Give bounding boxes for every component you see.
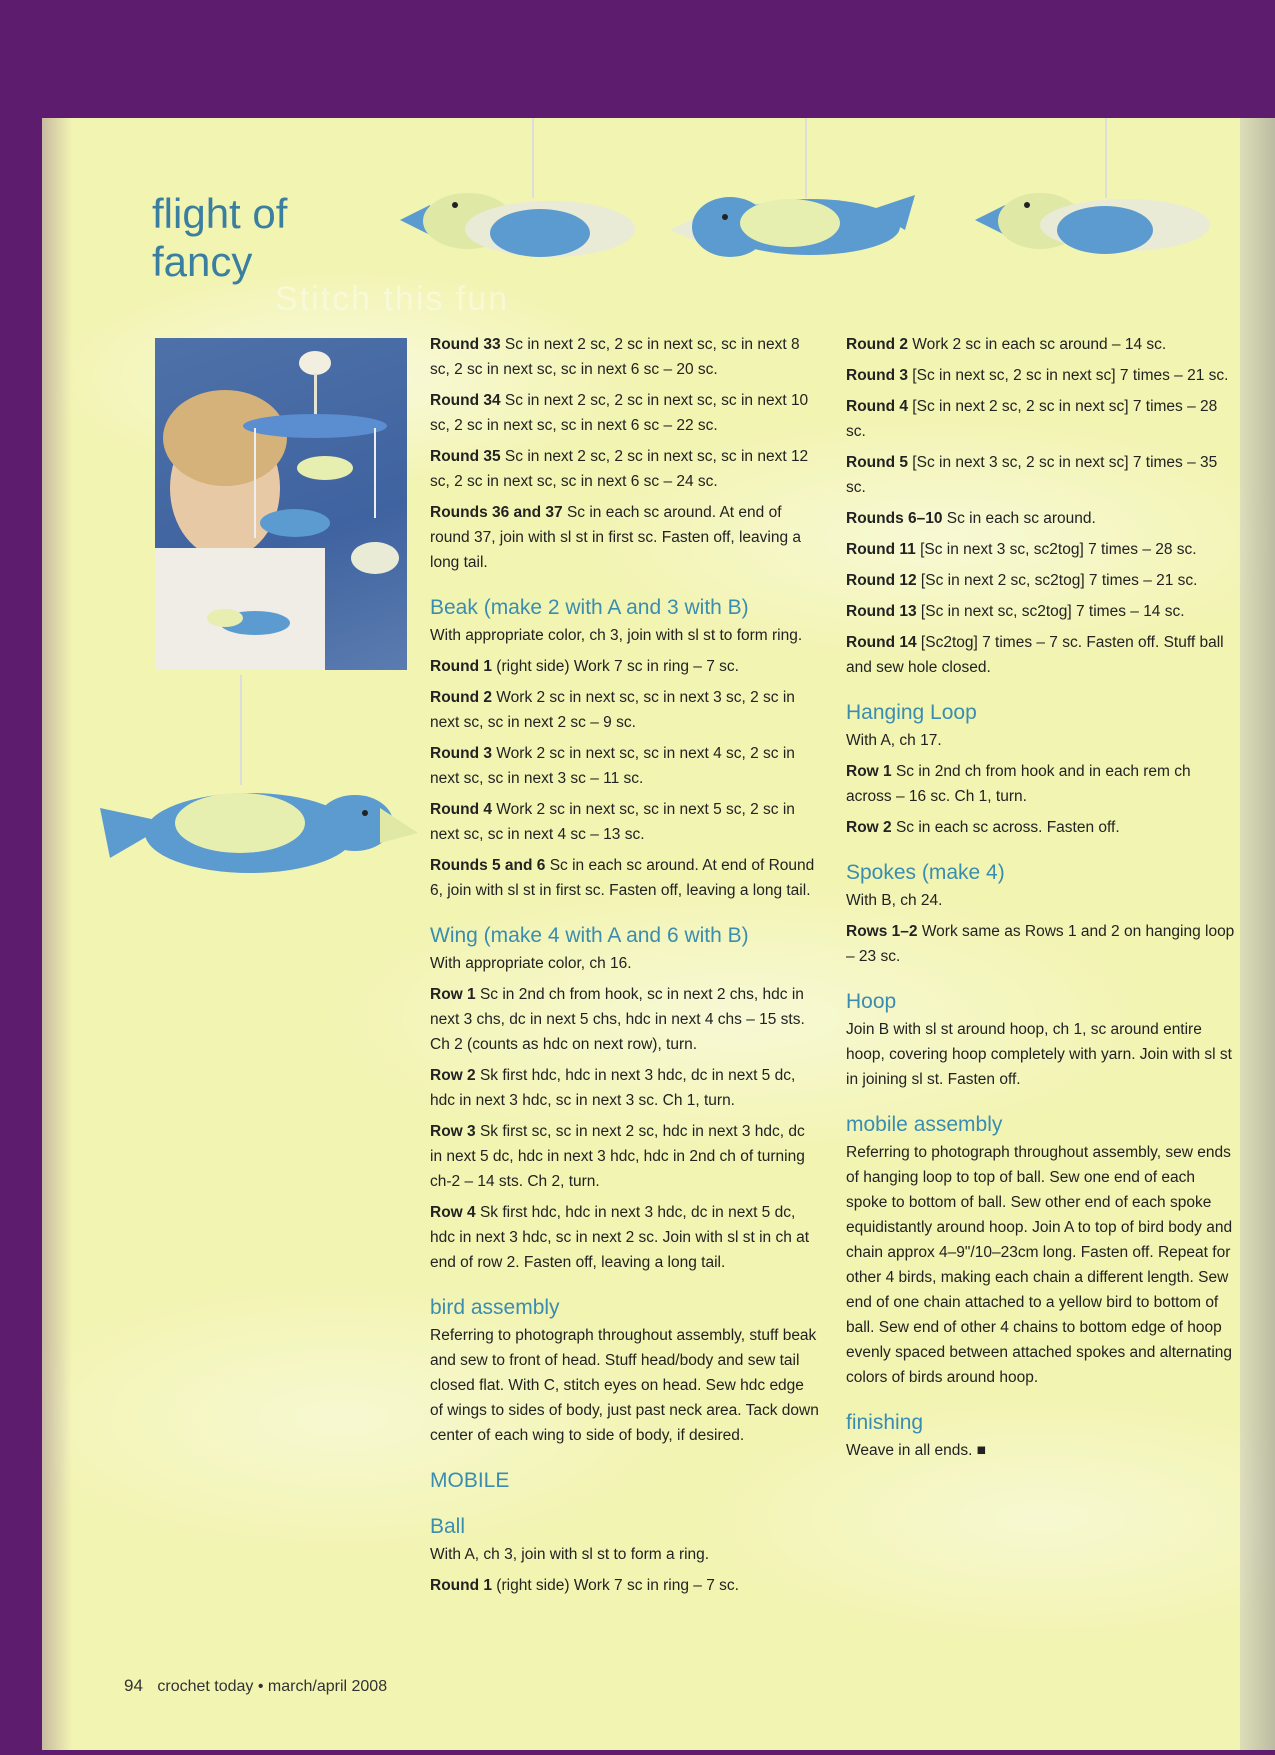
instruction-text: Sc in next 2 sc, 2 sc in next sc, sc in next 12 sc, 2 sc in next sc, sc in next 6 sc – 24 sc. (430, 448, 809, 490)
instruction-label: Row 2 (846, 819, 892, 836)
instruction-label: Round 33 (430, 336, 501, 353)
instruction-label: Row 2 (430, 1067, 476, 1084)
instruction-text: Work 2 sc in next sc, sc in next 5 sc, 2 sc in next sc, sc in next 4 sc – 13 sc. (430, 801, 795, 843)
publication-name: crochet today • march/april 2008 (157, 1678, 388, 1695)
instruction-paragraph (846, 728, 1236, 753)
section-heading: mobile assembly (846, 1113, 1003, 1136)
instruction-paragraph (846, 1438, 1236, 1463)
instruction-label: Round 12 (846, 572, 917, 589)
section-heading: finishing (846, 1411, 924, 1434)
instruction-text: Sk first hdc, hdc in next 3 hdc, dc in next 5 dc, hdc in next 3 hdc, sc in next 2 sc. Join with sl st in ch at end of row 2. Fasten off, leaving a long tail. (430, 1204, 810, 1271)
instruction-paragraph (430, 623, 820, 648)
instruction-text: With A, ch 3, join with sl st to form a ring. (430, 1546, 710, 1563)
page-footer (124, 1676, 387, 1696)
instruction-paragraph (846, 759, 1236, 809)
instruction-paragraph (846, 919, 1236, 969)
watermark-text: Stitch this fun (275, 280, 510, 318)
instruction-label: Round 3 (846, 367, 908, 384)
text-column-left (430, 332, 820, 1604)
instruction-label: Round 4 (846, 398, 908, 415)
section-heading: MOBILE (430, 1469, 510, 1492)
page-edge (1240, 118, 1275, 1750)
instruction-paragraph (846, 630, 1236, 680)
instruction-label: Row 3 (430, 1123, 476, 1140)
instruction-text: Sc in each sc across. Fasten off. (891, 819, 1120, 836)
instruction-paragraph (430, 951, 820, 976)
instruction-label: Round 34 (430, 392, 501, 409)
instruction-text: Sc in each sc around. (942, 510, 1096, 527)
instruction-text: Weave in all ends. ■ (846, 1442, 987, 1459)
instruction-text: With appropriate color, ch 3, join with sl st to form ring. (430, 627, 803, 644)
instruction-text: (right side) Work 7 sc in ring – 7 sc. (492, 658, 739, 675)
instruction-paragraph (430, 388, 820, 438)
instruction-text: [Sc in next 2 sc, 2 sc in next sc] 7 times – 28 sc. (846, 398, 1218, 440)
instruction-paragraph (846, 506, 1236, 531)
instruction-label: Round 4 (430, 801, 492, 818)
instruction-text: Sk first sc, sc in next 2 sc, hdc in next 3 hdc, dc in next 5 dc, hdc in next 3 hdc, hdc in 2nd ch of turning ch-2 – 14 sts. Ch 2, turn. (430, 1123, 805, 1190)
page-number: 94 (124, 1676, 143, 1695)
instruction-paragraph (430, 1323, 820, 1448)
instruction-paragraph (430, 982, 820, 1057)
instruction-paragraph (846, 537, 1236, 562)
instruction-text: Referring to photograph throughout assembly, sew ends of hanging loop to top of ball. Sew one end of each spoke to bottom of ball. Sew other end of each spoke equidistantly around hoop. Join A to top of bird body and chain approx 4–9"/10–23cm long. Fasten off. Repeat for other 4 birds, making each chain a different length. Sew end of one chain attached to a yellow bird to bottom of ball. Sew end of other 4 chains to bottom edge of hoop evenly spaced between attached spokes and alternating colors of birds around hoop. (846, 1144, 1233, 1386)
instruction-text: [Sc in next sc, 2 sc in next sc] 7 times – 21 sc. (908, 367, 1229, 384)
instruction-paragraph (430, 1200, 820, 1275)
instruction-paragraph (846, 1140, 1236, 1390)
instruction-text: Sc in next 2 sc, 2 sc in next sc, sc in next 8 sc, 2 sc in next sc, sc in next 6 sc – 20 sc. (430, 336, 800, 378)
instruction-label: Round 13 (846, 603, 917, 620)
instruction-paragraph (430, 685, 820, 735)
instruction-paragraph (846, 1017, 1236, 1092)
instruction-text: Referring to photograph throughout assembly, stuff beak and sew to front of head. Stuff head/body and sew tail closed flat. With C, stitch eyes on head. Sew hdc edge of wings to sides of body, just past neck area. Tack down center of each wing to side of body, if desired. (430, 1327, 819, 1444)
bird-illustration-large (100, 778, 420, 888)
text-column-right (846, 332, 1236, 1469)
instruction-paragraph (430, 1119, 820, 1194)
instruction-label: Round 35 (430, 448, 501, 465)
instruction-text: Sc in 2nd ch from hook, sc in next 2 chs, hdc in next 3 chs, dc in next 5 chs, hdc in next 4 chs – 15 sts. Ch 2 (counts as hdc on next row), turn. (430, 986, 805, 1053)
section-heading: Hoop (846, 990, 897, 1013)
section-heading: Hanging Loop (846, 701, 977, 724)
instruction-text: [Sc in next 3 sc, 2 sc in next sc] 7 times – 35 sc. (846, 454, 1218, 496)
instruction-paragraph (430, 332, 820, 382)
instruction-paragraph (430, 741, 820, 791)
instruction-paragraph (430, 853, 820, 903)
bird-string (240, 675, 242, 785)
instruction-paragraph (430, 444, 820, 494)
photo-woman-with-mobile (155, 338, 407, 670)
instruction-text: (right side) Work 7 sc in ring – 7 sc. (492, 1577, 739, 1594)
instruction-paragraph (846, 568, 1236, 593)
page-shadow (42, 118, 72, 1750)
instruction-text: Sk first hdc, hdc in next 3 hdc, dc in next 5 dc, hdc in next 3 hdc, sc in next 3 sc. Ch 1, turn. (430, 1067, 796, 1109)
title-line-2: fancy (152, 238, 253, 285)
instruction-paragraph (846, 815, 1236, 840)
instruction-label: Round 3 (430, 745, 492, 762)
instruction-paragraph (430, 500, 820, 575)
instruction-label: Round 1 (430, 658, 492, 675)
instruction-text: [Sc in next 3 sc, sc2tog] 7 times – 28 sc. (915, 541, 1197, 558)
instruction-label: Rounds 36 and 37 (430, 504, 563, 521)
instruction-text: Sc in each sc around. At end of round 37, join with sl st in first sc. Fasten off, leaving a long tail. (430, 504, 802, 571)
instruction-label: Rounds 6–10 (846, 510, 943, 527)
section-heading: Spokes (make 4) (846, 861, 1005, 884)
instruction-paragraph (846, 599, 1236, 624)
instruction-text: Work 2 sc in next sc, sc in next 4 sc, 2 sc in next sc, sc in next 3 sc – 11 sc. (430, 745, 795, 787)
instruction-text: Join B with sl st around hoop, ch 1, sc around entire hoop, covering hoop completely with yarn. Join with sl st in joining sl st. Fasten off. (846, 1021, 1232, 1088)
instruction-paragraph (430, 1542, 820, 1567)
instruction-text: [Sc in next sc, sc2tog] 7 times – 14 sc. (916, 603, 1185, 620)
instruction-label: Rounds 5 and 6 (430, 857, 546, 874)
instruction-paragraph (846, 450, 1236, 500)
photo-illustration (155, 338, 407, 670)
title-line-1: flight of (152, 190, 288, 237)
instruction-text: With A, ch 17. (846, 732, 942, 749)
instruction-text: With appropriate color, ch 16. (430, 955, 632, 972)
bird-illustration-1 (400, 185, 640, 270)
instruction-label: Round 2 (846, 336, 908, 353)
instruction-label: Round 5 (846, 454, 908, 471)
section-heading: bird assembly (430, 1296, 560, 1319)
section-heading: Beak (make 2 with A and 3 with B) (430, 596, 749, 619)
instruction-paragraph (430, 1063, 820, 1113)
instruction-text: Sc in next 2 sc, 2 sc in next sc, sc in next 10 sc, 2 sc in next sc, sc in next 6 sc – 22 sc. (430, 392, 809, 434)
instruction-label: Row 4 (430, 1204, 476, 1221)
section-heading: Wing (make 4 with A and 6 with B) (430, 924, 749, 947)
section-heading: Ball (430, 1515, 466, 1538)
instruction-label: Round 2 (430, 689, 492, 706)
instruction-label: Rows 1–2 (846, 923, 918, 940)
instruction-label: Row 1 (430, 986, 476, 1003)
instruction-label: Row 1 (846, 763, 892, 780)
instruction-text: [Sc2tog] 7 times – 7 sc. Fasten off. Stuff ball and sew hole closed. (846, 634, 1224, 676)
instruction-text: Work same as Rows 1 and 2 on hanging loop – 23 sc. (846, 923, 1235, 965)
instruction-paragraph (846, 394, 1236, 444)
instruction-text: Sc in 2nd ch from hook and in each rem ch across – 16 sc. Ch 1, turn. (846, 763, 1191, 805)
instruction-text: Sc in each sc around. At end of Round 6, join with sl st in first sc. Fasten off, leaving a long tail. (430, 857, 815, 899)
instruction-label: Round 11 (846, 541, 916, 558)
instruction-paragraph (846, 363, 1236, 388)
instruction-text: Work 2 sc in next sc, sc in next 3 sc, 2 sc in next sc, sc in next 2 sc – 9 sc. (430, 689, 795, 731)
instruction-paragraph (846, 332, 1236, 357)
instruction-paragraph (430, 1573, 820, 1598)
instruction-text: Work 2 sc in each sc around – 14 sc. (908, 336, 1167, 353)
instruction-paragraph (430, 654, 820, 679)
instruction-text: [Sc in next 2 sc, sc2tog] 7 times – 21 sc. (916, 572, 1198, 589)
instruction-paragraph (846, 888, 1236, 913)
instruction-text: With B, ch 24. (846, 892, 943, 909)
bird-illustration-2 (670, 185, 920, 270)
instruction-paragraph (430, 797, 820, 847)
bird-illustration-3 (975, 185, 1215, 270)
page-title (152, 190, 287, 286)
instruction-label: Round 14 (846, 634, 917, 651)
instruction-label: Round 1 (430, 1577, 492, 1594)
